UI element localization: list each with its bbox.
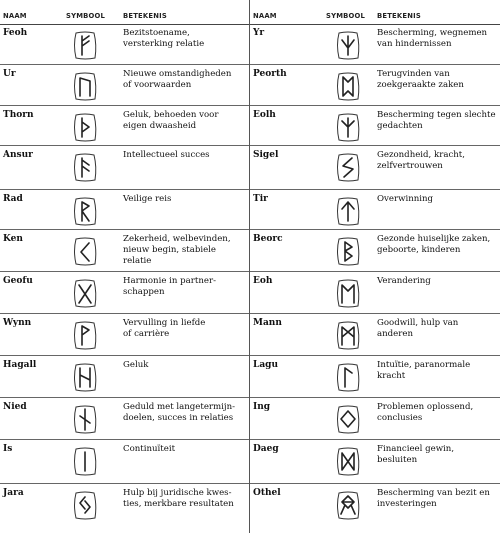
meaning-line: Zekerheid, welbevinden, [123, 234, 231, 244]
rune-name: Yr [253, 28, 265, 38]
rune-name: Is [3, 444, 13, 454]
yr-icon [334, 28, 362, 62]
meaning-line: eigen dwaasheid [123, 121, 197, 131]
table-row [250, 106, 500, 146]
rune-name: Othel [253, 488, 281, 498]
table-row [250, 484, 500, 532]
meaning-line: Bezitstoename, [123, 28, 190, 38]
ing-icon [334, 402, 362, 436]
meaning-line: Verandering [377, 276, 431, 286]
meaning-line: gedachten [377, 121, 423, 131]
table-row [0, 65, 250, 106]
rune-meaning [377, 402, 503, 424]
rune-meaning [377, 194, 503, 205]
table-row [0, 190, 250, 230]
ken-icon [71, 234, 99, 268]
header-symbol: SYMBOOL [66, 12, 106, 20]
meaning-line: Problemen oplossend, [377, 402, 474, 412]
meaning-line: doelen, succes in relaties [123, 413, 234, 423]
meaning-line: schappen [123, 287, 165, 297]
rune-name: Eoh [253, 276, 273, 286]
meaning-line: Overwinning [377, 194, 434, 204]
meaning-line: relatie [123, 256, 152, 266]
meaning-line: nieuw begin, stabiele [123, 245, 216, 255]
meaning-line: geboorte, kinderen [377, 245, 461, 255]
rune-name: Lagu [253, 360, 278, 370]
header-meaning: BETEKENIS [123, 12, 167, 20]
meaning-line: ties, merkbare resultaten [123, 499, 234, 509]
table-row [250, 356, 500, 398]
meaning-line: of carrière [123, 329, 170, 339]
jara-icon [71, 488, 99, 522]
rune-name: Thorn [3, 110, 34, 120]
table-row [0, 314, 250, 356]
rune-name: Nied [3, 402, 27, 412]
rune-meaning [123, 110, 263, 132]
meaning-line: Terugvinden van [377, 69, 450, 79]
ansur-icon [71, 150, 99, 184]
header-name: NAAM [253, 12, 277, 20]
rune-meaning [123, 150, 263, 161]
rune-name: Ur [3, 69, 16, 79]
rad-icon [71, 194, 99, 228]
table-row [250, 272, 500, 314]
othel-icon [334, 488, 362, 522]
meaning-line: Vervulling in liefde [123, 318, 206, 328]
meaning-line: Intuïtie, paranormale [377, 360, 471, 370]
rune-meaning [377, 318, 503, 340]
table-row [250, 230, 500, 272]
is-icon [71, 444, 99, 478]
table-row [250, 440, 500, 484]
sigel-icon [334, 150, 362, 184]
rune-meaning [123, 69, 263, 91]
rune-meaning [123, 444, 263, 455]
meaning-line: van hindernissen [377, 39, 452, 49]
meaning-line: anderen [377, 329, 413, 339]
header-meaning: BETEKENIS [377, 12, 421, 20]
meaning-line: kracht [377, 371, 406, 381]
right-column [249, 0, 500, 533]
header-name: NAAM [3, 12, 27, 20]
meaning-line: investeringen [377, 499, 437, 509]
meaning-line: versterking relatie [123, 39, 205, 49]
nied-icon [71, 402, 99, 436]
rune-meaning [377, 488, 503, 510]
meaning-line: Goodwill, hulp van [377, 318, 459, 328]
meaning-line: conclusies [377, 413, 423, 423]
rune-meaning [377, 444, 503, 466]
table-row [0, 146, 250, 190]
rune-name: Eolh [253, 110, 276, 120]
daeg-icon [334, 444, 362, 478]
geofu-icon [71, 276, 99, 310]
rune-meaning [377, 69, 503, 91]
wynn-icon [71, 318, 99, 352]
rune-meaning [377, 110, 503, 132]
lagu-icon [334, 360, 362, 394]
rune-name: Hagall [3, 360, 37, 370]
table-row [250, 24, 500, 65]
rune-name: Mann [253, 318, 282, 328]
rune-meaning [123, 234, 263, 267]
rune-name: Daeg [253, 444, 279, 454]
rune-meaning [123, 318, 263, 340]
ur-icon [71, 69, 99, 103]
meaning-line: zelfvertrouwen [377, 161, 443, 171]
meaning-line: Geduld met langetermijn- [123, 402, 236, 412]
table-header [0, 6, 250, 22]
meaning-line: Nieuwe omstandigheden [123, 69, 232, 79]
meaning-line: Bescherming, wegnemen [377, 28, 488, 38]
rune-meaning [123, 194, 263, 205]
meaning-line: besluiten [377, 455, 418, 465]
rune-meaning [377, 360, 503, 382]
meaning-line: Bescherming van bezit en [377, 488, 490, 498]
table-row [250, 314, 500, 356]
rune-name: Feoh [3, 28, 28, 38]
rune-name: Geofu [3, 276, 33, 286]
rune-meaning [377, 234, 503, 256]
table-row [0, 356, 250, 398]
meaning-line: Intellectueel succes [123, 150, 210, 160]
rune-meaning [123, 360, 263, 371]
meaning-line: Continuïteit [123, 444, 176, 454]
rune-meaning [377, 150, 503, 172]
beorc-icon [334, 234, 362, 268]
table-row [0, 484, 250, 532]
rune-meaning [123, 276, 263, 298]
rune-meaning [123, 488, 263, 510]
meaning-line: Geluk, behoeden voor [123, 110, 219, 120]
rune-meaning [377, 276, 503, 287]
table-row [0, 230, 250, 272]
rune-name: Jara [3, 488, 24, 498]
eolh-icon [334, 110, 362, 144]
rune-name: Rad [3, 194, 23, 204]
table-row [0, 272, 250, 314]
header-symbol: SYMBOOL [326, 12, 366, 20]
rune-name: Ansur [3, 150, 33, 160]
meaning-line: Bescherming tegen slechte [377, 110, 496, 120]
rune-name: Ken [3, 234, 23, 244]
meaning-line: Geluk [123, 360, 149, 370]
table-row [0, 106, 250, 146]
meaning-line: Gezondheid, kracht, [377, 150, 465, 160]
thorn-icon [71, 110, 99, 144]
table-row [250, 398, 500, 440]
rune-meaning [377, 28, 503, 50]
rune-name: Ing [253, 402, 271, 412]
tir-icon [334, 194, 362, 228]
table-header [250, 6, 500, 22]
rune-meaning [123, 28, 263, 50]
rune-meaning [123, 402, 263, 424]
left-column [0, 0, 250, 533]
peorth-icon [334, 69, 362, 103]
table-row [0, 440, 250, 484]
meaning-line: of voorwaarden [123, 80, 192, 90]
rune-name: Tir [253, 194, 268, 204]
table-row [0, 24, 250, 65]
rune-name: Beorc [253, 234, 283, 244]
rune-name: Wynn [3, 318, 32, 328]
meaning-line: Harmonie in partner- [123, 276, 216, 286]
feoh-icon [71, 28, 99, 62]
table-row [250, 146, 500, 190]
rune-name: Peorth [253, 69, 287, 79]
eoh-icon [334, 276, 362, 310]
meaning-line: zoekgeraakte zaken [377, 80, 464, 90]
meaning-line: Financieel gewin, [377, 444, 455, 454]
mann-icon [334, 318, 362, 352]
meaning-line: Veilige reis [123, 194, 172, 204]
table-row [0, 398, 250, 440]
meaning-line: Hulp bij juridische kwes- [123, 488, 232, 498]
table-row [250, 65, 500, 106]
rune-name: Sigel [253, 150, 279, 160]
table-row [250, 190, 500, 230]
hagall-icon [71, 360, 99, 394]
meaning-line: Gezonde huiselijke zaken, [377, 234, 491, 244]
